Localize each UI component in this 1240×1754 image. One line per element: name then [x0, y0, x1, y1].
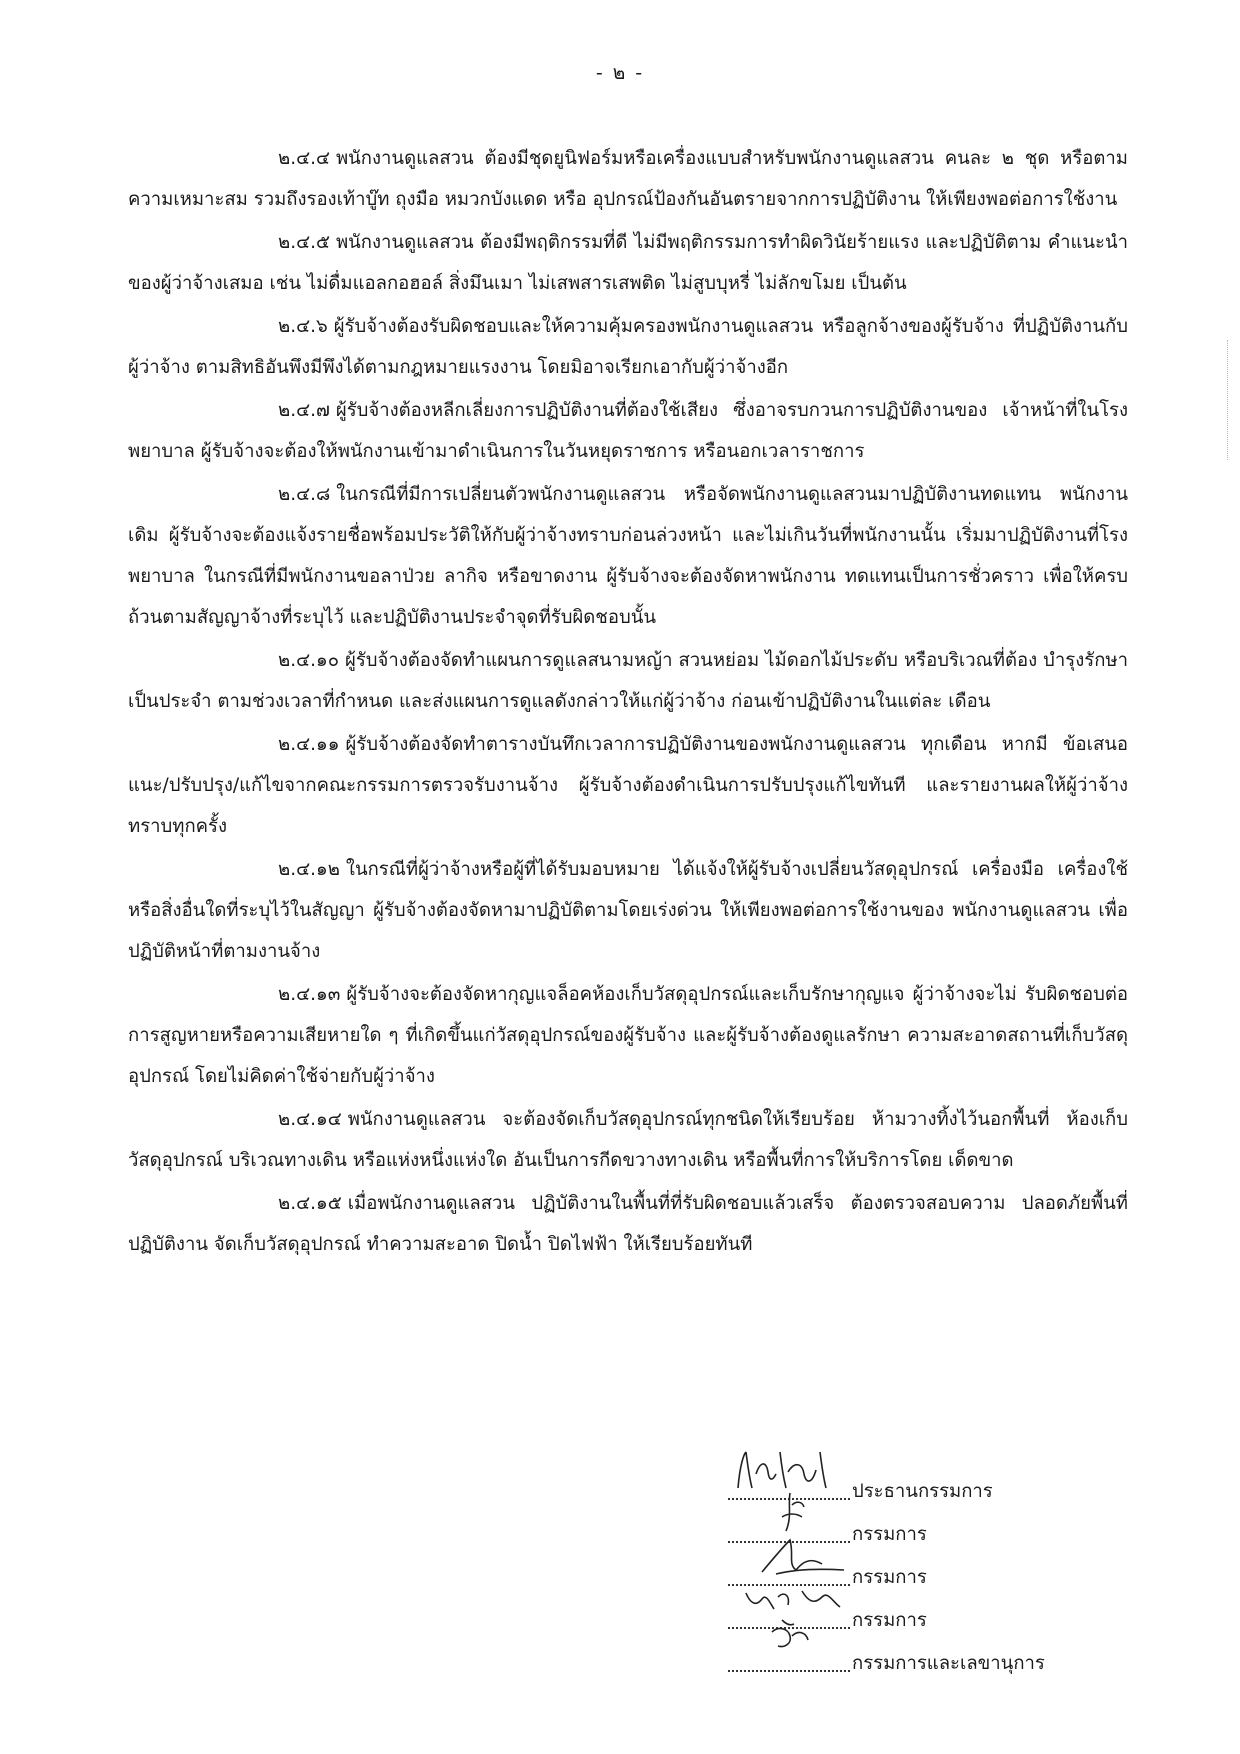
clause-text: ผู้รับจ้างต้องหลีกเลี่ยงการปฏิบัติงานที่ต้องใช้เสียง ซึ่งอาจรบกวนการปฏิบัติงานของ เจ้าหน้าที่ในโรงพยาบาล ผู้รับจ้างจะต้องให้พนักงานเข้ามาดำเนินการในวันหยุดราชการ หรือนอกเวลาราชการ: [128, 400, 1128, 462]
clause-text: ในกรณีที่มีการเปลี่ยนตัวพนักงานดูแลสวน หรือจัดพนักงานดูแลสวนมาปฏิบัติงานทดแทน พนักงานเดิม ผู้รับจ้างจะต้องแจ้งรายชื่อพร้อมประวัติให้กับผู้ว่าจ้างทราบก่อนล่วงหน้า และไม่เกินวันที่พนักงานนั้น เริ่มมาปฏิบัติงานที่โรงพยาบาล ในกรณีที่มีพนักงานขอลาป่วย ลากิจ หรือขาดงาน ผู้รับจ้างจะต้องจัดหาพนักงาน ทดแทนเป็นการชั่วคราว เพื่อให้ครบถ้วนตามสัญญาจ้างที่ระบุไว้ และปฏิบัติงานประจำจุดที่รับผิดชอบนั้น: [128, 484, 1128, 628]
signature-row-secretary: [728, 1642, 1148, 1685]
clause-2-4-5: [128, 222, 1128, 304]
signature-role: ประธานกรรมการ: [852, 1481, 993, 1502]
clause-2-4-13: [128, 974, 1128, 1097]
clause-text: พนักงานดูแลสวน ต้องมีชุดยูนิฟอร์มหรือเครื่องแบบสำหรับพนักงานดูแลสวน คนละ ๒ ชุด หรือตามความเหมาะสม รวมถึงรองเท้าบู๊ท ถุงมือ หมวกบังแดด หรือ อุปกรณ์ป้องกันอันตรายจากการปฏิบัติงาน ให้เพียงพอต่อการใช้งาน: [128, 148, 1128, 210]
clause-number: ๒.๔.๑๐: [278, 650, 339, 671]
clause-2-4-7: [128, 390, 1128, 472]
clause-number: ๒.๔.๑๕: [278, 1193, 342, 1214]
clause-number: ๒.๔.๑๔: [278, 1109, 342, 1130]
clause-text: พนักงานดูแลสวน จะต้องจัดเก็บวัสดุอุปกรณ์ทุกชนิดให้เรียบร้อย ห้ามวางทิ้งไว้นอกพื้นที่ ห้องเก็บวัสดุอุปกรณ์ บริเวณทางเดิน หรือแห่งหนึ่งแห่งใด อันเป็นการกีดขวางทางเดิน หรือพื้นที่การให้บริการโดย เด็ดขาด: [128, 1109, 1128, 1171]
clause-number: ๒.๔.๕: [278, 232, 330, 253]
clause-2-4-15: [128, 1183, 1128, 1265]
clause-text: เมื่อพนักงานดูแลสวน ปฏิบัติงานในพื้นที่ที่รับผิดชอบแล้วเสร็จ ต้องตรวจสอบความ ปลอดภัยพื้นที่ปฏิบัติงาน จัดเก็บวัสดุอุปกรณ์ ทำความสะอาด ปิดน้ำ ปิดไฟฟ้า ให้เรียบร้อยทันที: [128, 1193, 1128, 1255]
clause-number: ๒.๔.๑๑: [278, 734, 340, 755]
clause-number: ๒.๔.๑๒: [278, 859, 340, 880]
signature-role: กรรมการและเลขานุการ: [852, 1653, 1045, 1674]
clause-2-4-10: [128, 640, 1128, 722]
document-body: [128, 138, 1128, 1267]
clause-2-4-11: [128, 724, 1128, 847]
clause-number: ๒.๔.๑๓: [278, 984, 341, 1005]
signature-role: กรรมการ: [852, 1567, 927, 1588]
clause-text: ผู้รับจ้างต้องจัดทำแผนการดูแลสนามหญ้า สวนหย่อม ไม้ดอกไม้ประดับ หรือบริเวณที่ต้อง บำรุงรักษาเป็นประจำ ตามช่วงเวลาที่กำหนด และส่งแผนการดูแลดังกล่าวให้แก่ผู้ว่าจ้าง ก่อนเข้าปฏิบัติงานในแต่ละ เดือน: [128, 650, 1128, 712]
signature-role: กรรมการ: [852, 1610, 927, 1631]
clause-text: ผู้รับจ้างต้องรับผิดชอบและให้ความคุ้มครองพนักงานดูแลสวน หรือลูกจ้างของผู้รับจ้าง ที่ปฏิบัติงานกับผู้ว่าจ้าง ตามสิทธิอันพึงมีพึงได้ตามกฎหมายแรงงาน โดยมิอาจเรียกเอากับผู้ว่าจ้างอีก: [128, 316, 1128, 378]
clause-text: พนักงานดูแลสวน ต้องมีพฤติกรรมที่ดี ไม่มีพฤติกรรมการทำผิดวินัยร้ายแรง และปฏิบัติตาม คำแนะนำของผู้ว่าจ้างเสมอ เช่น ไม่ดื่มแอลกอฮอล์ สิ่งมึนเมา ไม่เสพสารเสพติด ไม่สูบบุหรี่ ไม่ลักขโมย เป็นต้น: [128, 232, 1128, 294]
clause-2-4-8: [128, 474, 1128, 638]
clause-number: ๒.๔.๗: [278, 400, 330, 421]
clause-2-4-6: [128, 306, 1128, 388]
clause-text: ผู้รับจ้างต้องจัดทำตารางบันทึกเวลาการปฏิบัติงานของพนักงานดูแลสวน ทุกเดือน หากมี ข้อเสนอแนะ/ปรับปรุง/แก้ไขจากคณะกรรมการตรวจรับงานจ้าง ผู้รับจ้างต้องดำเนินการปรับปรุงแก้ไขทันที และรายงานผลให้ผู้ว่าจ้างทราบทุกครั้ง: [128, 734, 1128, 837]
handwritten-signature-5: [732, 1616, 842, 1668]
scan-edge-mark: [1225, 340, 1228, 460]
clause-text: ในกรณีที่ผู้ว่าจ้างหรือผู้ที่ได้รับมอบหมาย ได้แจ้งให้ผู้รับจ้างเปลี่ยนวัสดุอุปกรณ์ เครื่องมือ เครื่องใช้ หรือสิ่งอื่นใดที่ระบุไว้ในสัญญา ผู้รับจ้างต้องจัดหามาปฏิบัติตามโดยเร่งด่วน ให้เพียงพอต่อการใช้งานของ พนักงานดูแลสวน เพื่อปฏิบัติหน้าที่ตามงานจ้าง: [128, 859, 1128, 962]
page-number: - ๒ -: [595, 62, 645, 84]
clause-number: ๒.๔.๘: [278, 484, 331, 505]
clause-2-4-14: [128, 1099, 1128, 1181]
signature-block: [728, 1470, 1148, 1685]
clause-2-4-4: [128, 138, 1128, 220]
clause-number: ๒.๔.๔: [278, 148, 330, 169]
signature-role: กรรมการ: [852, 1524, 927, 1545]
clause-text: ผู้รับจ้างจะต้องจัดหากุญแจล็อคห้องเก็บวัสดุอุปกรณ์และเก็บรักษากุญแจ ผู้ว่าจ้างจะไม่ รับผิดชอบต่อการสูญหายหรือความเสียหายใด ๆ ที่เกิดขึ้นแก่วัสดุอุปกรณ์ของผู้รับจ้าง และผู้รับจ้างต้องดูแลรักษา ความสะอาดสถานที่เก็บวัสดุอุปกรณ์ โดยไม่คิดค่าใช้จ่ายกับผู้ว่าจ้าง: [128, 984, 1128, 1087]
clause-2-4-12: [128, 849, 1128, 972]
clause-number: ๒.๔.๖: [278, 316, 328, 337]
